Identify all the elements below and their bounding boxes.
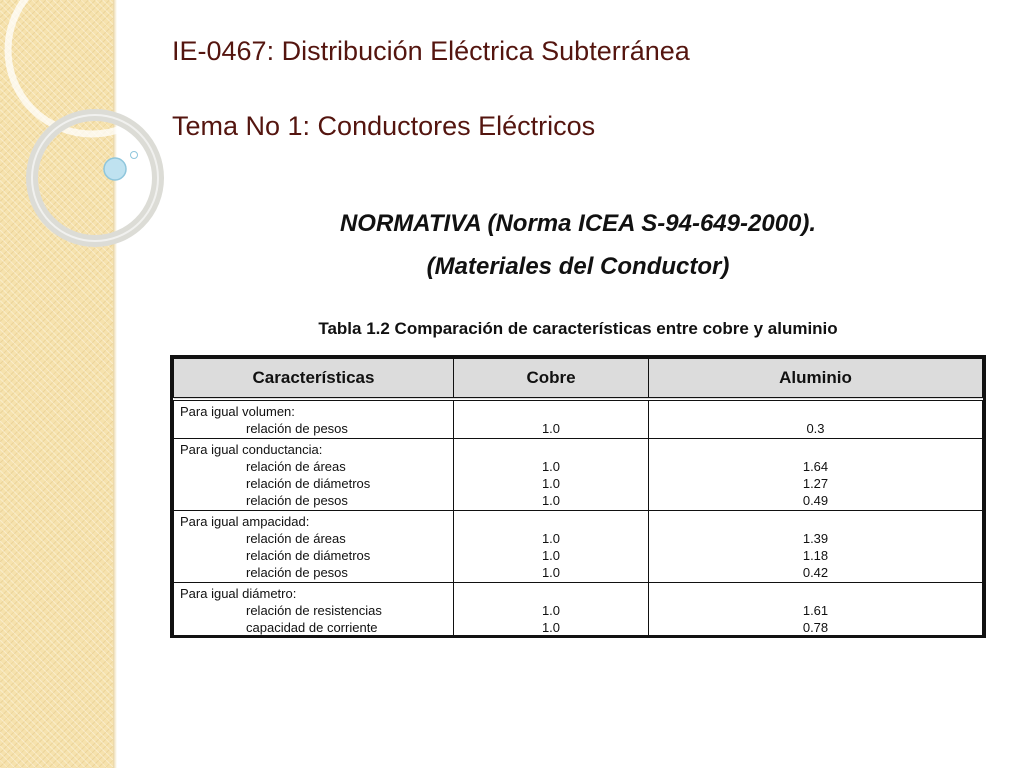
materiales-heading: (Materiales del Conductor) xyxy=(426,253,730,280)
cobre-cell xyxy=(454,439,649,511)
row-label: relación de pesos xyxy=(246,493,348,508)
aluminio-cell xyxy=(649,439,983,511)
aluminio-cell xyxy=(649,399,983,439)
group-label: Para igual conductancia: xyxy=(180,442,323,457)
row-label: relación de diámetros xyxy=(246,548,371,563)
row-label: capacidad de corriente xyxy=(246,620,378,635)
aluminio-value: 0.49 xyxy=(802,493,829,508)
characteristics-cell xyxy=(174,511,454,583)
cobre-value: 1.0 xyxy=(541,565,561,580)
header-aluminio: Aluminio xyxy=(649,359,983,400)
cobre-value: 1.0 xyxy=(541,603,561,618)
characteristics-cell xyxy=(174,583,454,638)
group-label: Para igual diámetro: xyxy=(180,586,297,601)
table-row-group-ampacidad xyxy=(174,511,983,583)
row-label: relación de resistencias xyxy=(246,603,382,618)
cobre-value: 1.0 xyxy=(541,459,561,474)
row-label: relación de diámetros xyxy=(246,476,371,491)
cobre-value: 1.0 xyxy=(541,493,561,508)
deco-bubble xyxy=(104,158,126,180)
cobre-value: 1.0 xyxy=(541,531,561,546)
group-label: Para igual ampacidad: xyxy=(180,514,310,529)
characteristics-cell xyxy=(174,399,454,439)
cobre-value: 1.0 xyxy=(541,548,561,563)
aluminio-value: 1.61 xyxy=(802,603,829,618)
table-header-row xyxy=(174,359,983,400)
row-label: relación de áreas xyxy=(246,459,346,474)
cobre-cell xyxy=(454,399,649,439)
table-row-group-diametro xyxy=(174,583,983,638)
cobre-value: 1.0 xyxy=(541,620,561,635)
aluminio-value: 0.3 xyxy=(806,421,825,436)
aluminio-cell xyxy=(649,511,983,583)
aluminio-value: 1.64 xyxy=(802,459,829,474)
aluminio-value: 1.18 xyxy=(802,548,829,563)
deco-bubble-small xyxy=(131,152,138,159)
aluminio-value: 0.42 xyxy=(802,565,829,580)
decorative-circles xyxy=(0,0,170,260)
header-caracteristicas: Características xyxy=(174,359,454,400)
aluminio-value: 1.39 xyxy=(802,531,829,546)
cobre-value: 1.0 xyxy=(541,421,561,436)
aluminio-value: 1.27 xyxy=(802,476,829,491)
comparison-table xyxy=(173,358,983,638)
aluminio-value: 0.78 xyxy=(802,620,829,635)
cobre-cell xyxy=(454,511,649,583)
table-row-group-conductancia xyxy=(174,439,983,511)
slide-title: IE-0467: Distribución Eléctrica Subterránea xyxy=(172,36,690,66)
slide-topic: Tema No 1: Conductores Eléctricos xyxy=(172,111,596,141)
table-row-group-volumen xyxy=(174,399,983,439)
header-cobre: Cobre xyxy=(454,359,649,400)
row-label: relación de pesos xyxy=(246,421,348,436)
normativa-heading: NORMATIVA (Norma ICEA S-94-649-2000). xyxy=(339,210,817,237)
row-label: relación de áreas xyxy=(246,531,346,546)
group-label: Para igual volumen: xyxy=(180,404,295,419)
table-caption: Tabla 1.2 Comparación de características entre cobre y aluminio xyxy=(318,319,838,338)
comparison-table-frame xyxy=(170,355,986,638)
aluminio-cell xyxy=(649,583,983,638)
row-label: relación de pesos xyxy=(246,565,348,580)
cobre-value: 1.0 xyxy=(541,476,561,491)
characteristics-cell xyxy=(174,439,454,511)
cobre-cell xyxy=(454,583,649,638)
